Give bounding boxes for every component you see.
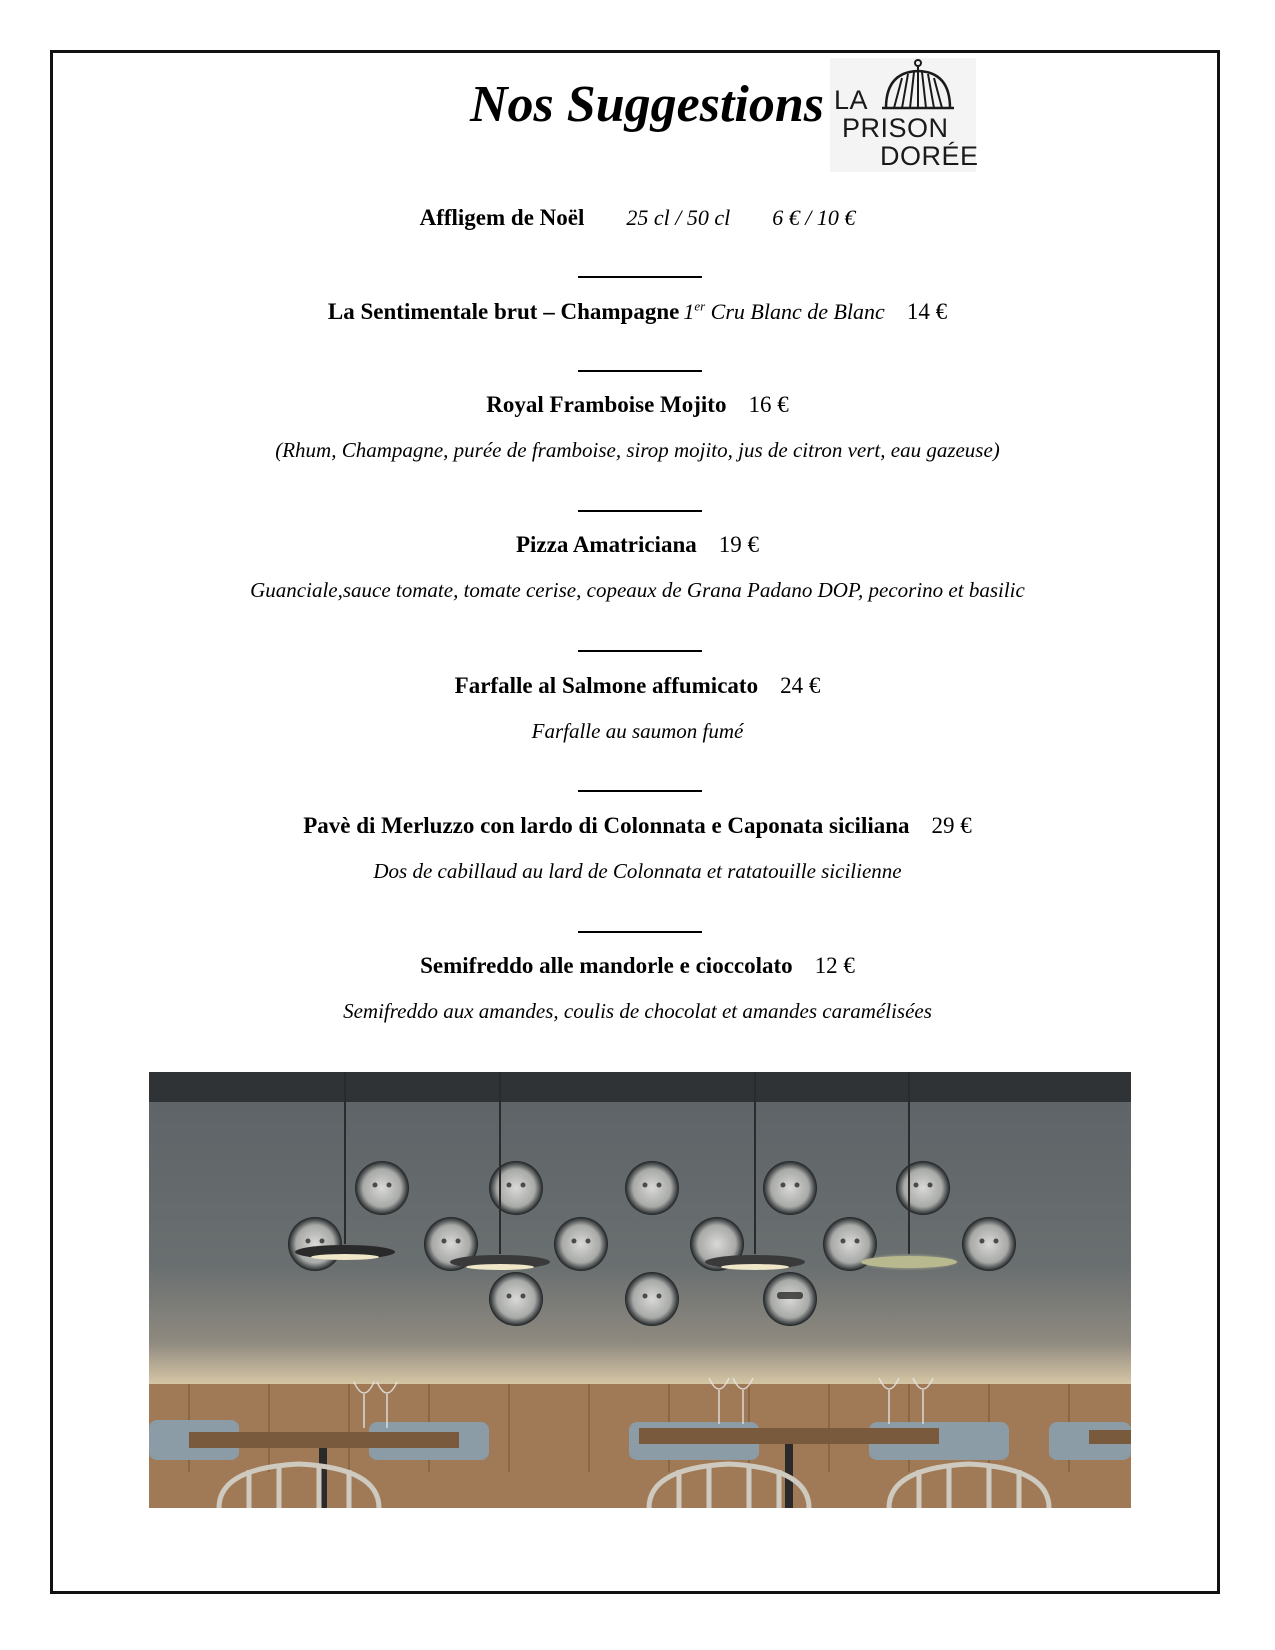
dining-room-illustration — [149, 1072, 1131, 1508]
menu-item-mojito — [0, 392, 1275, 418]
item-name: Semifreddo alle mandorle e cioccolato — [420, 953, 793, 978]
header — [0, 78, 1275, 178]
menu-item-sentimentale — [0, 299, 1275, 325]
item-name: Pizza Amatriciana — [515, 532, 697, 557]
logo-text-doree: DORÉE — [880, 141, 979, 171]
item-description: Semifreddo aux amandes, coulis de chocolat et amandes caramélisées — [343, 999, 932, 1023]
item-price: 29 € — [931, 813, 972, 838]
item-price: 19 € — [718, 532, 759, 557]
separator — [578, 510, 702, 512]
item-detail-ordinal: 1 — [683, 299, 695, 324]
item-name: Pavè di Merluzzo con lardo di Colonnata e Caponata siciliana — [303, 813, 910, 838]
item-price: 24 € — [780, 673, 821, 698]
separator — [578, 370, 702, 372]
menu-item-semifreddo — [0, 953, 1275, 979]
menu-item-pizza — [0, 532, 1275, 558]
restaurant-logo — [830, 58, 979, 172]
menu-item-merluzzo — [0, 813, 1275, 839]
menu-item-affligem — [0, 205, 1275, 231]
item-description: Farfalle au saumon fumé — [531, 719, 744, 743]
item-name: Affligem de Noël — [419, 205, 585, 230]
item-name: Farfalle al Salmone affumicato — [454, 673, 759, 698]
menu-item-farfalle — [0, 673, 1275, 699]
separator — [578, 276, 702, 278]
item-detail-sup: er — [694, 298, 706, 314]
item-name: La Sentimentale brut – Champagne — [327, 299, 680, 324]
item-detail-text: Cru Blanc de Blanc — [705, 299, 885, 324]
item-description: Dos de cabillaud au lard de Colonnata et ratatouille sicilienne — [373, 859, 902, 883]
logo-text-prison: PRISON — [842, 113, 949, 143]
item-detail — [683, 299, 884, 324]
separator — [578, 650, 702, 652]
item-price: 16 € — [748, 392, 789, 417]
item-price: 14 € — [906, 299, 948, 324]
item-size: 25 cl / 50 cl — [626, 205, 731, 230]
item-name: Royal Framboise Mojito — [486, 392, 727, 417]
separator — [578, 790, 702, 792]
item-price: 12 € — [814, 953, 855, 978]
separator — [578, 931, 702, 933]
item-description: Guanciale,sauce tomate, tomate cerise, copeaux de Grana Padano DOP, pecorino et basilic — [250, 578, 1025, 602]
logo-text-la: LA — [834, 85, 869, 115]
item-description: (Rhum, Champagne, purée de framboise, sirop mojito, jus de citron vert, eau gazeuse) — [275, 438, 1000, 462]
page-title: Nos Suggestions — [470, 76, 824, 133]
item-price: 6 € / 10 € — [772, 205, 856, 230]
restaurant-interior-photo — [149, 1072, 1131, 1508]
